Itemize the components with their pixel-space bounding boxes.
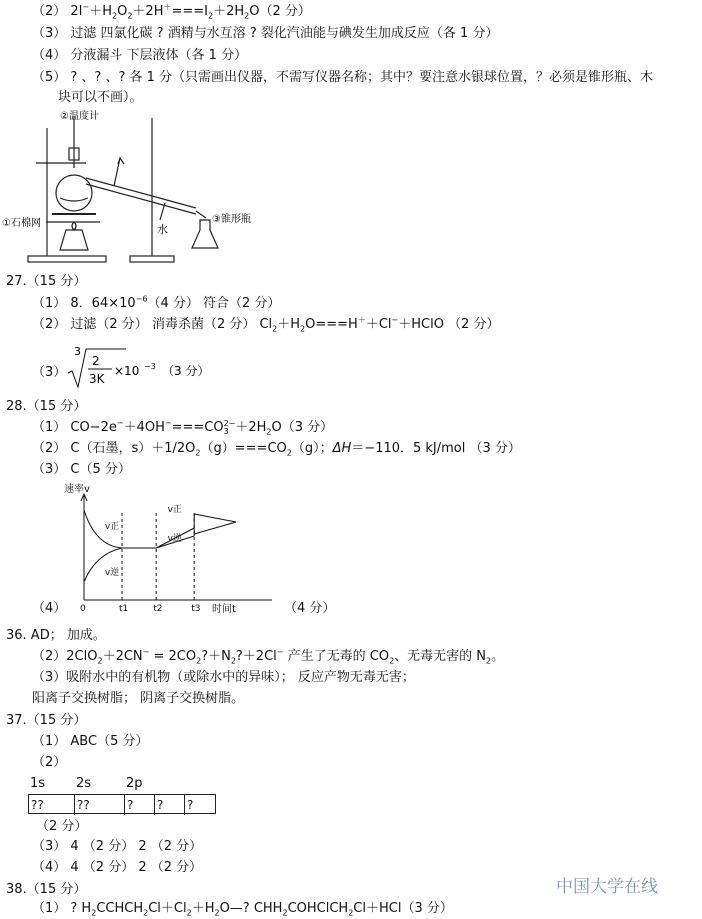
adapter (196, 211, 206, 218)
q36-line-4: 阳离子交换树脂； 阴离子交换树脂。 (32, 691, 245, 706)
asbestos-label: ①石棉网 (2, 218, 41, 229)
q36-line-2: $(2)2ClO_2+2CN^- = 2CO_2?+N_2?+2Cl^-$ 产生了无毒的 $CO_2$、无毒无害的 $N_2$。 (32, 647, 505, 666)
q26-line-5-cont: 块可以不画）。 (58, 90, 143, 105)
flask-liquid (60, 198, 88, 201)
fraction-numerator: 2 (92, 354, 100, 368)
q28-line-4: （4） (32, 601, 67, 616)
q37-line-3: （3） 4 （2 分） 2 （2 分） (32, 839, 203, 854)
q28-line-1: （1） CO−2e−＋4OH−===CO 2− 3 $+2H_2O(3$ 分） (32, 418, 334, 437)
water-label: 水 (157, 223, 168, 236)
right-stand-base (130, 256, 174, 262)
distillation-apparatus-figure (0, 108, 262, 268)
orbital-box-2s: ?? (75, 795, 125, 815)
q26-line-2: （2） $2I^-+H_2O_2+2H^+===I_2+2H_2O(2$ 分） (32, 2, 311, 21)
orbital-diagram (28, 794, 216, 814)
q27-line-1: （1） 8．$64\times 10^{-6}(4$ 分） 符合（2 分） (32, 294, 281, 311)
q38-line-1: （1） ? $H_2CCHCH_2Cl+Cl_2+H_2O—$? $CHH_2COHClCH_2Cl+HCl(3$ 分） (32, 901, 453, 918)
thermometer-label: ②温度计 (60, 111, 99, 122)
q37-line-2: （2） (32, 755, 67, 770)
curve-label-reverse: v逆 (104, 568, 120, 578)
q36-line-1: 36. AD； 加成。 (6, 628, 106, 643)
watermark: 中国大学在线 (556, 877, 658, 897)
root-index: 3 (74, 345, 81, 358)
curve-label-forward: v正 (104, 522, 120, 532)
orbital-label-2s: 2s (76, 776, 92, 791)
rate-time-chart (60, 482, 290, 614)
curve-label-forward-2: v正 (167, 505, 182, 515)
q27-3-score: （3 分） (162, 364, 210, 378)
condenser-inner (86, 184, 196, 214)
y-axis-label: 速率v (64, 484, 90, 495)
q27-heading: 27.（15 分） (6, 274, 87, 289)
water-inlet (160, 203, 165, 220)
q37-line-4: （4） 4 （2 分） 2 （2 分） (32, 860, 203, 875)
series-forward-after-t3 (194, 514, 236, 522)
q38-heading: 38.（15 分） (6, 882, 87, 897)
tick-label-origin: 0 (80, 604, 86, 614)
curve-label-reverse-2: v逆 (167, 534, 182, 544)
tick-label-t1: t1 (119, 604, 129, 614)
q37-line-1: （1） ABC（5 分） (32, 734, 149, 749)
q37-heading: 37.（15 分） (6, 713, 87, 728)
q27-line-2: （2） 过滤（2 分） 消毒杀菌（2 分） $Cl_2+H_2O===H^++Cl^-+HClO$ （2 分） (32, 315, 500, 334)
q28-line-3: （3） C（5 分） (32, 462, 131, 477)
times-ten: ×10 (114, 364, 140, 378)
q26-line-5: （5） ? 、? 、? 各 1 分（只需画出仪器，不需写仪器名称；其中？要注意水银球位置，？必须是锥形瓶、木 (32, 70, 654, 85)
fraction-denominator: 3K (89, 372, 105, 386)
series-reverse-after-t3 (194, 522, 236, 534)
condenser-outer (86, 178, 196, 208)
q28-4-score: （4 分） (284, 601, 336, 616)
exponent: −3 (144, 362, 156, 371)
alcohol-lamp (60, 230, 88, 250)
orbital-label-2p: 2p (126, 776, 143, 791)
water-out-arrow (118, 158, 124, 164)
tick-label-t3: t3 (191, 604, 201, 614)
q36-line-3: （3）吸附水中的有机物（或除水中的异味）； 反应产物无毒无害； (32, 670, 415, 685)
x-axis-label: 时间t (212, 604, 236, 614)
lamp-flame (72, 222, 76, 230)
orbital-box-1s: ?? (29, 795, 75, 815)
q28-line-2: （2） C（石墨，$s)+1/2O_2(g)===CO_2(g)$；ΔH＝−110．5 kJ/mol （3 分） (32, 441, 521, 458)
flask-label: ③锥形瓶 (212, 214, 251, 225)
q27-line-3-label: （3） (32, 365, 67, 380)
orbital-label-1s: 1s (30, 776, 46, 791)
left-stand-base (28, 256, 106, 262)
q26-line-3: （3） 过滤 四氯化碳 ? 酒精与水互溶 ? 裂化汽油能与碘发生加成反应（各 1 分） (32, 26, 499, 41)
q26-line-4: （4） 分液漏斗 下层液体（各 1 分） (32, 48, 248, 63)
tick-label-t2: t2 (153, 604, 163, 614)
orbital-box-2p-1: ? (125, 795, 155, 815)
orbital-box-2p-2: ? (155, 795, 185, 815)
q27-cube-root-formula (66, 343, 226, 391)
round-bottom-flask (56, 175, 92, 211)
orbital-box-2p-3: ? (187, 798, 194, 812)
q37-2-score: （2 分） (36, 819, 88, 834)
q28-heading: 28.（15 分） (6, 399, 87, 414)
